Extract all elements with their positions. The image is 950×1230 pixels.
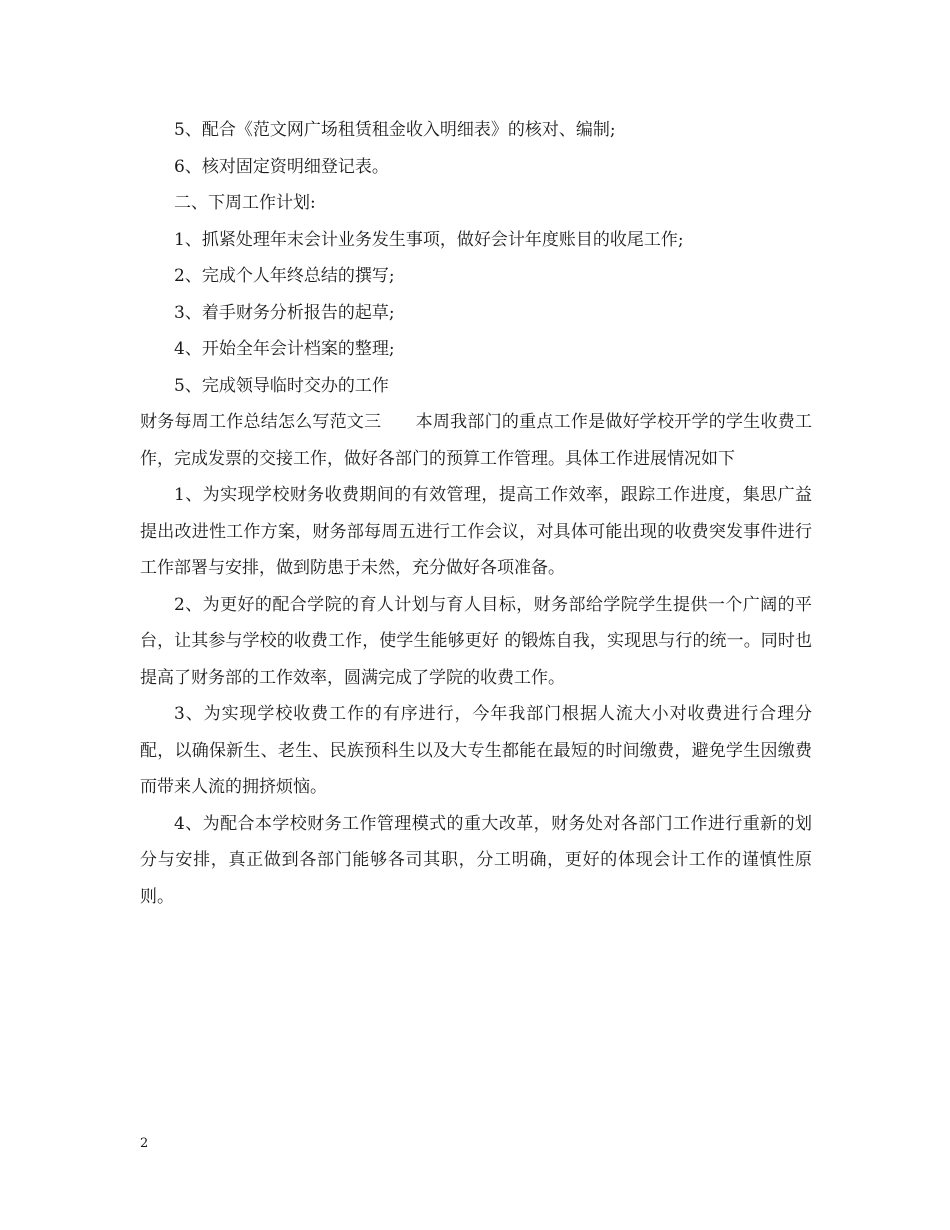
document-body [140,112,812,915]
list-item: 6、核对固定资明细登记表。 [174,156,389,177]
list-item: 1、抓紧处理年末会计业务发生事项，做好会计年度账目的收尾工作; [174,229,684,250]
paragraph: 1、为实现学校财务收费期间的有效管理，提高工作效率，跟踪工作进度，集思广益提出改进性工作方案，财务部每周五进行工作会议，对具体可能出现的收费突发事件进行工作部署与安排，做到防患于未然，充分做好各项准备。 [140,485,812,578]
list-item: 5、配合《范文网广场租赁租金收入明细表》的核对、编制; [174,120,616,140]
paragraph: 4、为配合本学校财务工作管理模式的重大改革，财务处对各部门工作进行重新的划分与安排，真正做到各部门能够各司其职，分工明确，更好的体现会计工作的谨慎性原则。 [140,813,812,907]
list-item: 3、着手财务分析报告的起草; [174,302,395,323]
page-number: 2 [140,1136,149,1151]
section-heading: 财务每周工作总结怎么写范文三 [140,412,382,432]
paragraph: 2、为更好的配合学院的育人计划与育人目标，财务部给学院学生提供一个广阔的平台，让其参与学校的收费工作，使学生能够更好 的锻炼自我，实现思与行的统一。同时也提高了财务部的工作效率，圆满完成了学院的收费工作。 [140,594,812,688]
list-item: 2、完成个人年终总结的撰写; [174,266,395,286]
section-intro-paragraph [140,404,812,477]
section-intro-text: 本周我部门的重点工作是做好学校开学的学生收费工作，完成发票的交接工作，做好各部门的预算工作管理。具体工作进展情况如下 [140,412,812,469]
section-title-next-week-plan: 二、下周工作计划: [174,193,316,213]
list-item: 4、开始全年会计档案的整理; [174,339,395,359]
paragraph: 3、为实现学校收费工作的有序进行，今年我部门根据人流大小对收费进行合理分配，以确保新生、老生、民族预科生以及大专生都能在最短的时间缴费，避免学生因缴费而带来人流的拥挤烦恼。 [140,704,812,797]
list-item: 5、完成领导临时交办的工作 [174,375,389,396]
